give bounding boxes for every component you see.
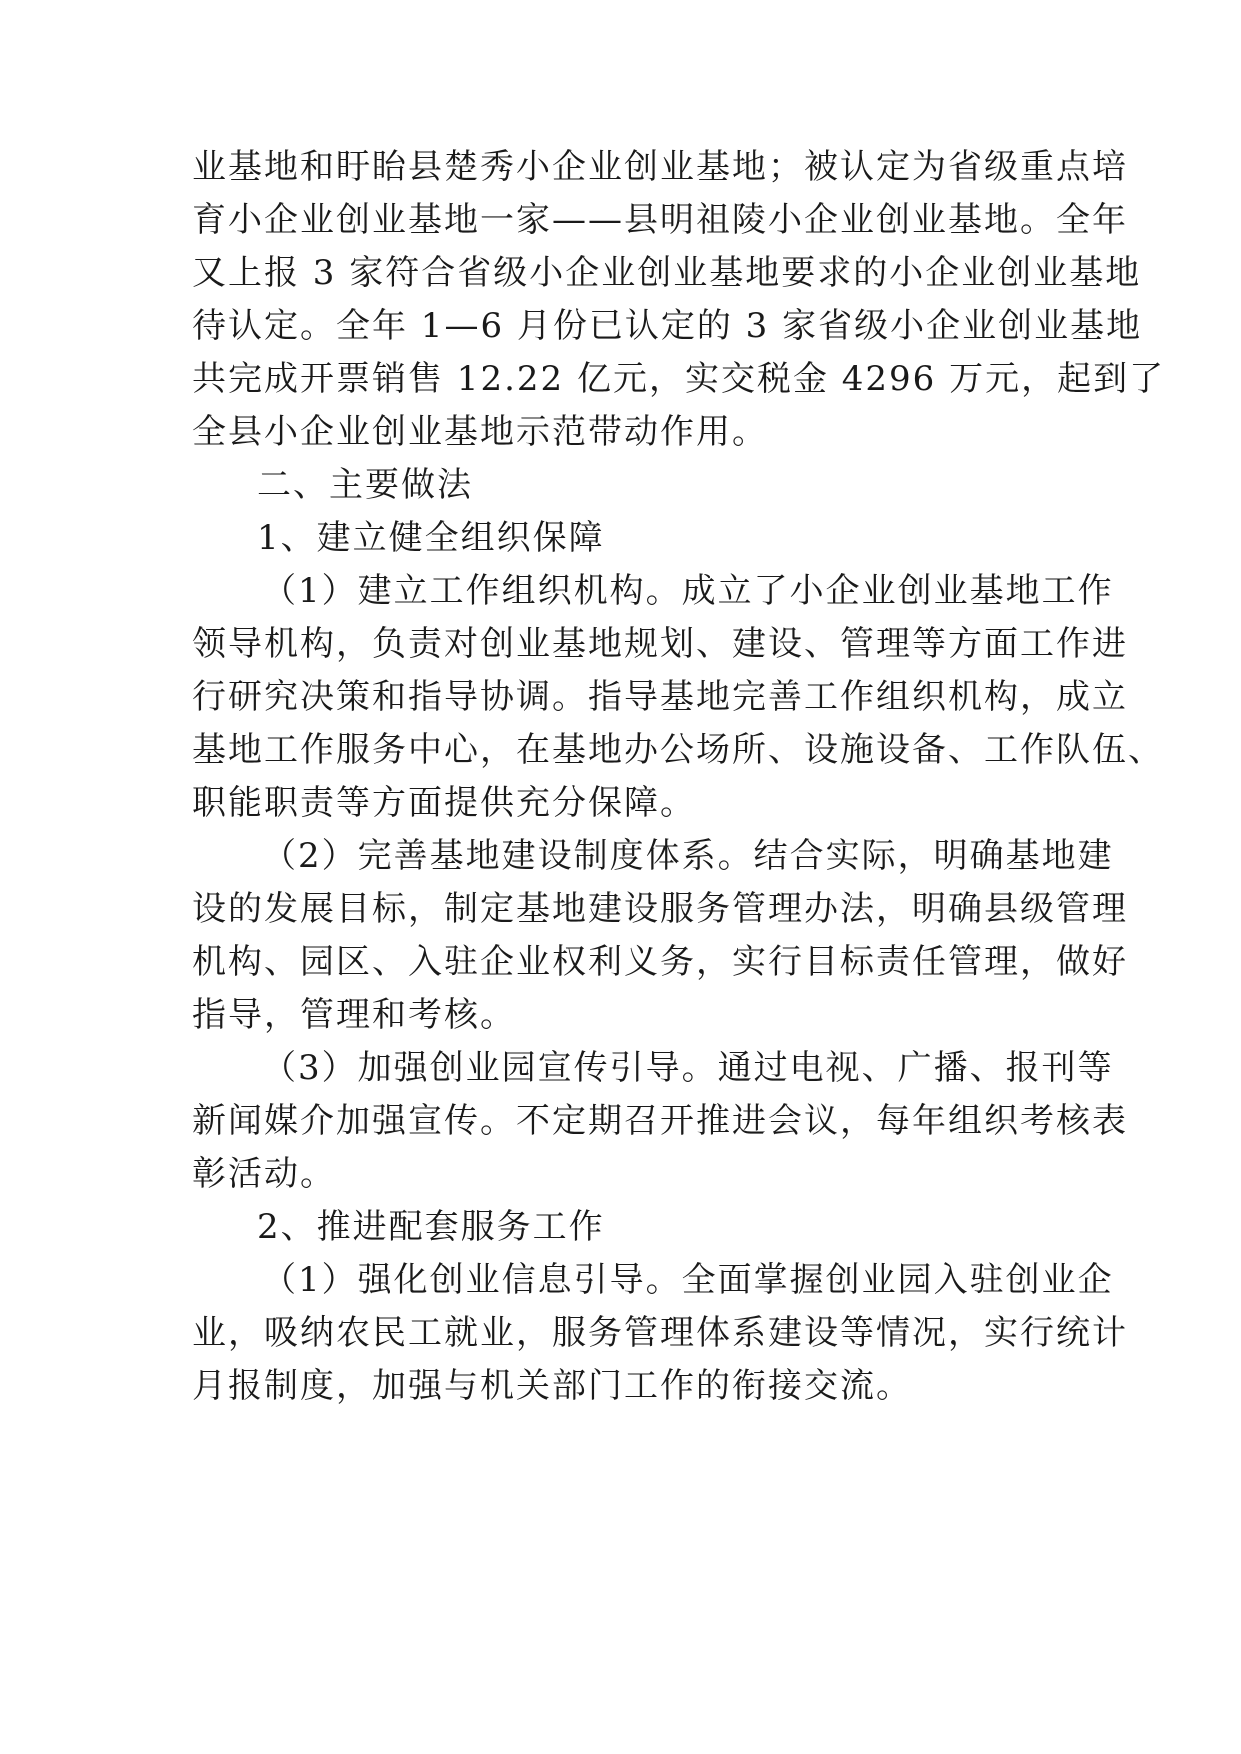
paragraph-line: 月报制度，加强与机关部门工作的衔接交流。	[192, 1366, 912, 1406]
paragraph-line: （2）完善基地建设制度体系。结合实际，明确基地建	[262, 836, 1114, 876]
paragraph-line: 业，吸纳农民工就业，服务管理体系建设等情况，实行统计	[192, 1313, 1128, 1353]
paragraph-line: 新闻媒介加强宣传。不定期召开推进会议，每年组织考核表	[192, 1101, 1128, 1141]
paragraph-line: 全县小企业创业基地示范带动作用。	[192, 412, 768, 452]
paragraph-line: 领导机构，负责对创业基地规划、建设、管理等方面工作进	[192, 624, 1128, 664]
subsection-heading: 2、推进配套服务工作	[257, 1207, 605, 1247]
paragraph-line: （1）强化创业信息引导。全面掌握创业园入驻创业企	[262, 1260, 1114, 1300]
paragraph-line: （3）加强创业园宣传引导。通过电视、广播、报刊等	[262, 1048, 1114, 1088]
paragraph-line: 职能职责等方面提供充分保障。	[192, 783, 696, 823]
paragraph-line: 行研究决策和指导协调。指导基地完善工作组织机构，成立	[192, 677, 1128, 717]
paragraph-line: 共完成开票销售 12.22 亿元，实交税金 4296 万元，起到了	[192, 359, 1166, 399]
paragraph-line: 育小企业创业基地一家——县明祖陵小企业创业基地。全年	[192, 200, 1128, 240]
paragraph-line: 机构、园区、入驻企业权利义务，实行目标责任管理，做好	[192, 942, 1128, 982]
paragraph-line: 基地工作服务中心，在基地办公场所、设施设备、工作队伍、	[192, 730, 1164, 770]
paragraph-line: 彰活动。	[192, 1154, 336, 1194]
paragraph-line: 又上报 3 家符合省级小企业创业基地要求的小企业创业基地	[192, 253, 1142, 293]
paragraph-line: 设的发展目标，制定基地建设服务管理办法，明确县级管理	[192, 889, 1128, 929]
paragraph-line: （1）建立工作组织机构。成立了小企业创业基地工作	[262, 571, 1114, 611]
paragraph-line: 指导，管理和考核。	[192, 995, 516, 1035]
paragraph-line: 待认定。全年 1—6 月份已认定的 3 家省级小企业创业基地	[192, 306, 1143, 346]
subsection-heading: 1、建立健全组织保障	[257, 518, 605, 558]
paragraph-line: 业基地和盱眙县楚秀小企业创业基地；被认定为省级重点培	[192, 147, 1128, 187]
section-heading: 二、主要做法	[257, 465, 473, 505]
